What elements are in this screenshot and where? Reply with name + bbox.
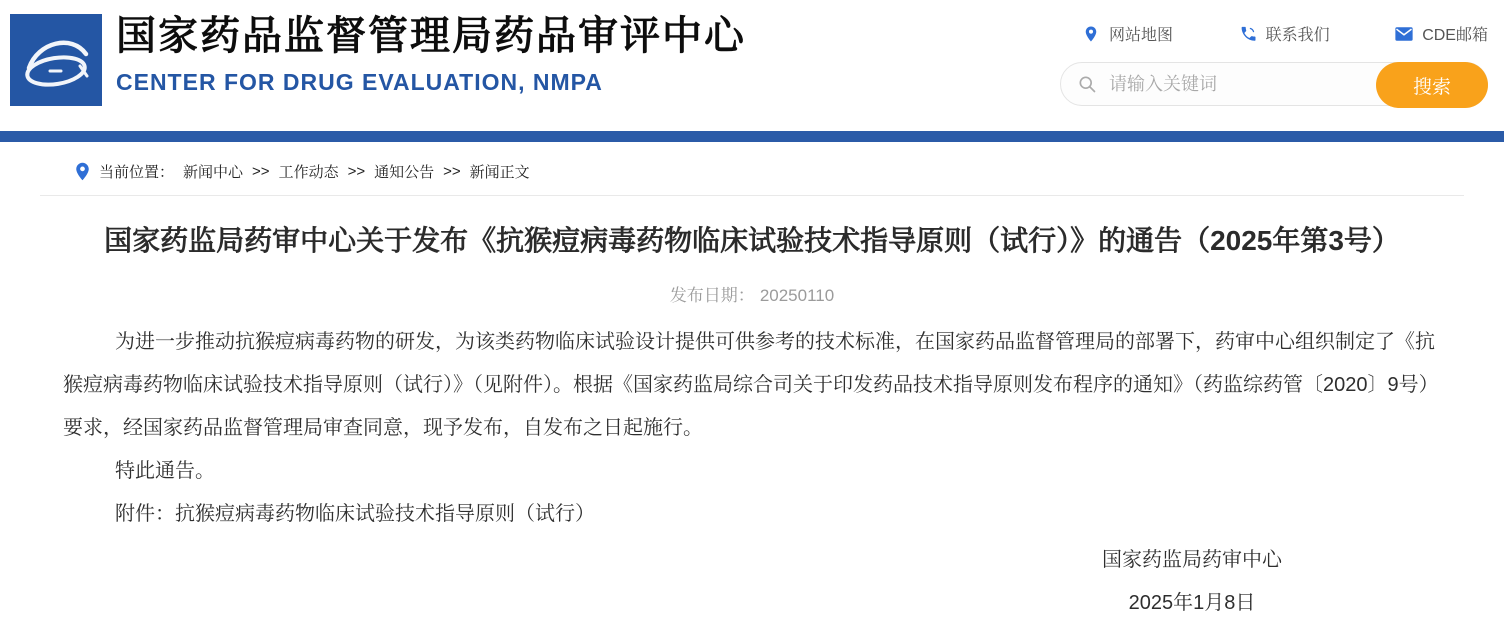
article-title: 国家药监局药审中心关于发布《抗猴痘病毒药物临床试验技术指导原则（试行）》的通告（2025年第3号） [104, 225, 1400, 256]
site-header [0, 0, 1504, 131]
search-icon [1077, 74, 1097, 94]
attachment-label: 附件： [115, 503, 175, 525]
breadcrumb-container [40, 142, 1464, 196]
publish-date-value: 20250110 [759, 286, 835, 305]
article-body [63, 321, 1441, 536]
divider-bar [0, 131, 1504, 142]
search-input[interactable] [1107, 73, 1369, 96]
phone-icon [1239, 25, 1257, 43]
sitemap-link[interactable] [1082, 22, 1173, 45]
sitemap-link-label: 网站地图 [1109, 27, 1174, 44]
search-bar [1060, 62, 1488, 106]
location-pin-icon [1082, 25, 1100, 43]
contact-us-link[interactable] [1239, 22, 1330, 45]
breadcrumb-item-notices[interactable]: 通知公告 [374, 164, 435, 181]
site-title-block [116, 12, 746, 96]
signature-block [1102, 539, 1282, 625]
breadcrumb-separator: >> [443, 163, 461, 180]
article-paragraph-1: 为进一步推动抗猴痘病毒药物的研发，为该类药物临床试验设计提供可供参考的技术标准，在国家药品监督管理局的部署下，药审中心组织制定了《抗猴痘病毒药物临床试验技术指导原则（试行）》（见附件）。根据《国家药监局综合司关于印发药品技术指导原则发布程序的通知》（药监综药管〔2020〕9号）要求，经国家药品监督管理局审查同意，现予发布，自发布之日起施行。 [63, 331, 1439, 439]
breadcrumb-label: 当前位置： [99, 164, 175, 181]
search-button[interactable]: 搜索 [1376, 62, 1488, 108]
site-title: 国家药品监督管理局药品审评中心 [116, 14, 746, 58]
location-pin-icon [75, 162, 90, 181]
cde-mail-link[interactable] [1395, 22, 1488, 45]
quick-links [1060, 22, 1492, 45]
signature-org: 国家药监局药审中心 [1102, 549, 1282, 571]
breadcrumb-item-work-trends[interactable]: 工作动态 [278, 164, 339, 181]
contact-us-link-label: 联系我们 [1265, 27, 1330, 44]
publish-date-label: 发布日期： [669, 286, 755, 305]
header-right [1060, 22, 1492, 106]
site-logo[interactable] [10, 14, 102, 106]
publish-date [63, 281, 1441, 306]
site-subtitle: CENTER FOR DRUG EVALUATION, NMPA [116, 69, 603, 95]
article [0, 196, 1504, 625]
breadcrumb-separator: >> [347, 163, 366, 180]
cde-logo-icon [10, 14, 102, 106]
attachment-line [63, 493, 1441, 536]
breadcrumb-item-news-center[interactable]: 新闻中心 [183, 164, 244, 181]
breadcrumb-separator: >> [252, 163, 270, 180]
envelope-icon [1395, 25, 1413, 43]
attachment-link[interactable]: 抗猴痘病毒药物临床试验技术指导原则（试行） [175, 503, 595, 525]
signature-date: 2025年1月8日 [1128, 592, 1256, 614]
article-paragraph-2: 特此通告。 [115, 460, 215, 482]
breadcrumb [40, 142, 1464, 195]
breadcrumb-item-article[interactable]: 新闻正文 [469, 164, 530, 181]
cde-mail-link-label: CDE邮箱 [1422, 27, 1488, 44]
